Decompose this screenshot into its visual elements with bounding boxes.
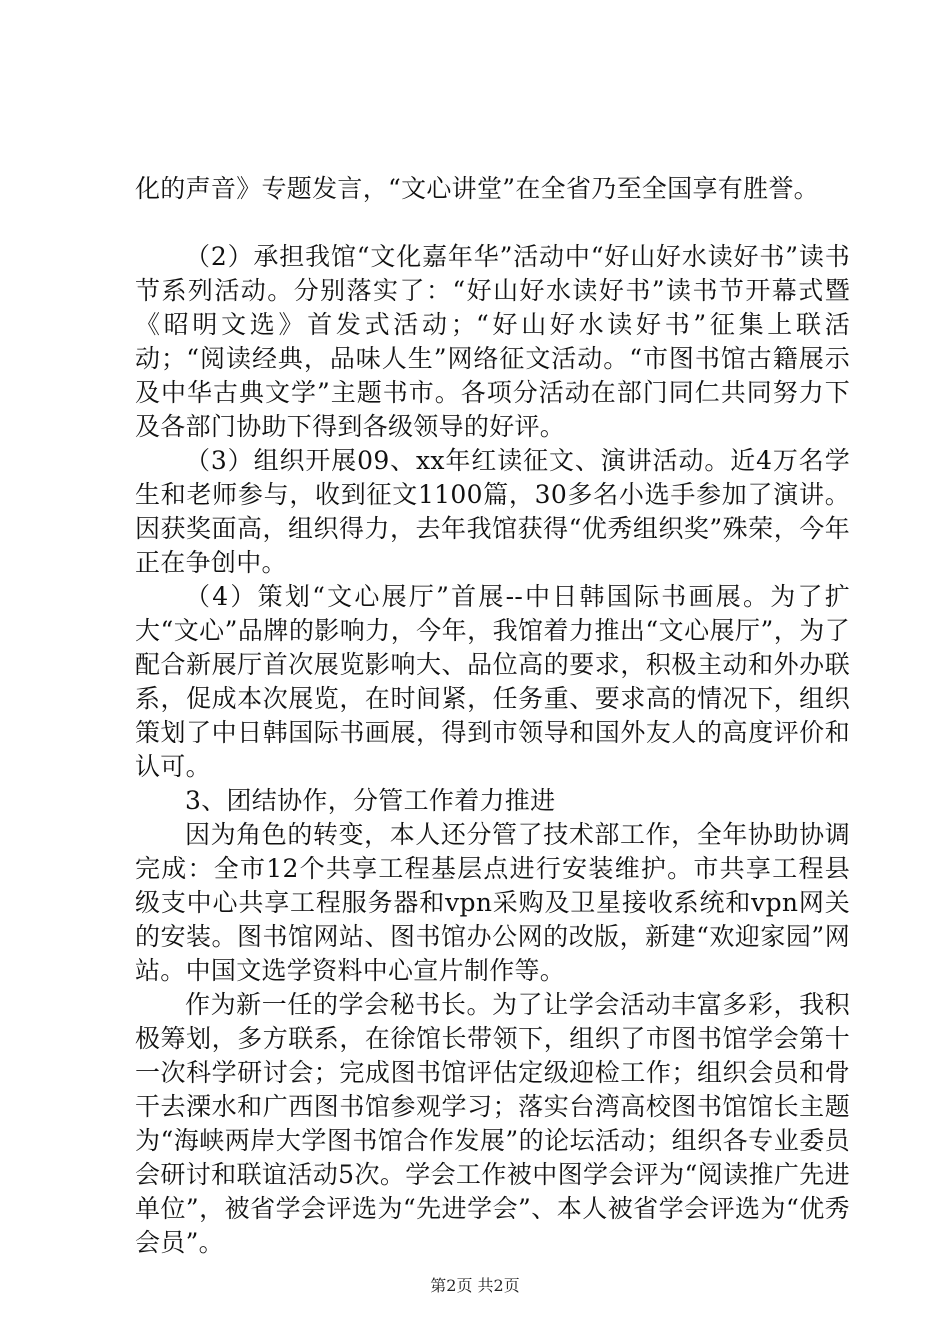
- paragraph-continuation: 化的声音》专题发言，“文心讲堂”在全省乃至全国享有胜誉。: [135, 174, 819, 203]
- paragraph-tech-dept: 因为角色的转变，本人还分管了技术部工作，全年协助协调完成：全市12个共享工程基层点进行安装维护。市共享工程县级支中心共享工程服务器和vpn采购及卫星接收系统和vpn网关的安装。图书馆网站、图书馆办公网的改版，新建“欢迎家园”网站。中国文选学资料中心宣片制作等。: [135, 820, 850, 985]
- paragraph-society: 作为新一任的学会秘书长。为了让学会活动丰富多彩，我积极筹划，多方联系，在徐馆长带领下，组织了市图书馆学会第十一次科学研讨会；完成图书馆评估定级迎检工作；组织会员和骨干去溧水和广西图书馆参观学习；落实台湾高校图书馆馆长主题为“海峡两岸大学图书馆合作发展”的论坛活动；组织各专业委员会研讨和联谊活动5次。学会工作被中图学会评为“阅读推广先进单位”，被省学会评选为“先进学会”、本人被省学会评选为“优秀会员”。: [135, 990, 850, 1257]
- document-body: [135, 172, 850, 1260]
- section-heading: 3、团结协作，分管工作着力推进: [185, 786, 556, 815]
- page-number: 第2页 共2页: [430, 1276, 520, 1295]
- paragraph-item-4: （4）策划“文心展厅”首展--中日韩国际书画展。为了扩大“文心”品牌的影响力，今年，我馆着力推出“文心展厅”，为了配合新展厅首次展览影响大、品位高的要求，积极主动和外办联系，促成本次展览，在时间紧，任务重、要求高的情况下，组织策划了中日韩国际书画展，得到市领导和国外友人的高度评价和认可。: [135, 582, 850, 781]
- paragraph-item-3: （3）组织开展09、xx年红读征文、演讲活动。近4万名学生和老师参与，收到征文1100篇，30多名小选手参加了演讲。因获奖面高，组织得力，去年我馆获得“优秀组织奖”殊荣，今年正在争创中。: [135, 446, 850, 577]
- paragraph-item-2: （2）承担我馆“文化嘉年华”活动中“好山好水读好书”读书节系列活动。分别落实了：“好山好水读好书”读书节开幕式暨《昭明文选》首发式活动；“好山好水读好书”征集上联活动；“阅读经典，品味人生”网络征文活动。“市图书馆古籍展示及中华古典文学”主题书市。各项分活动在部门同仁共同努力下及各部门协助下得到各级领导的好评。: [135, 242, 850, 441]
